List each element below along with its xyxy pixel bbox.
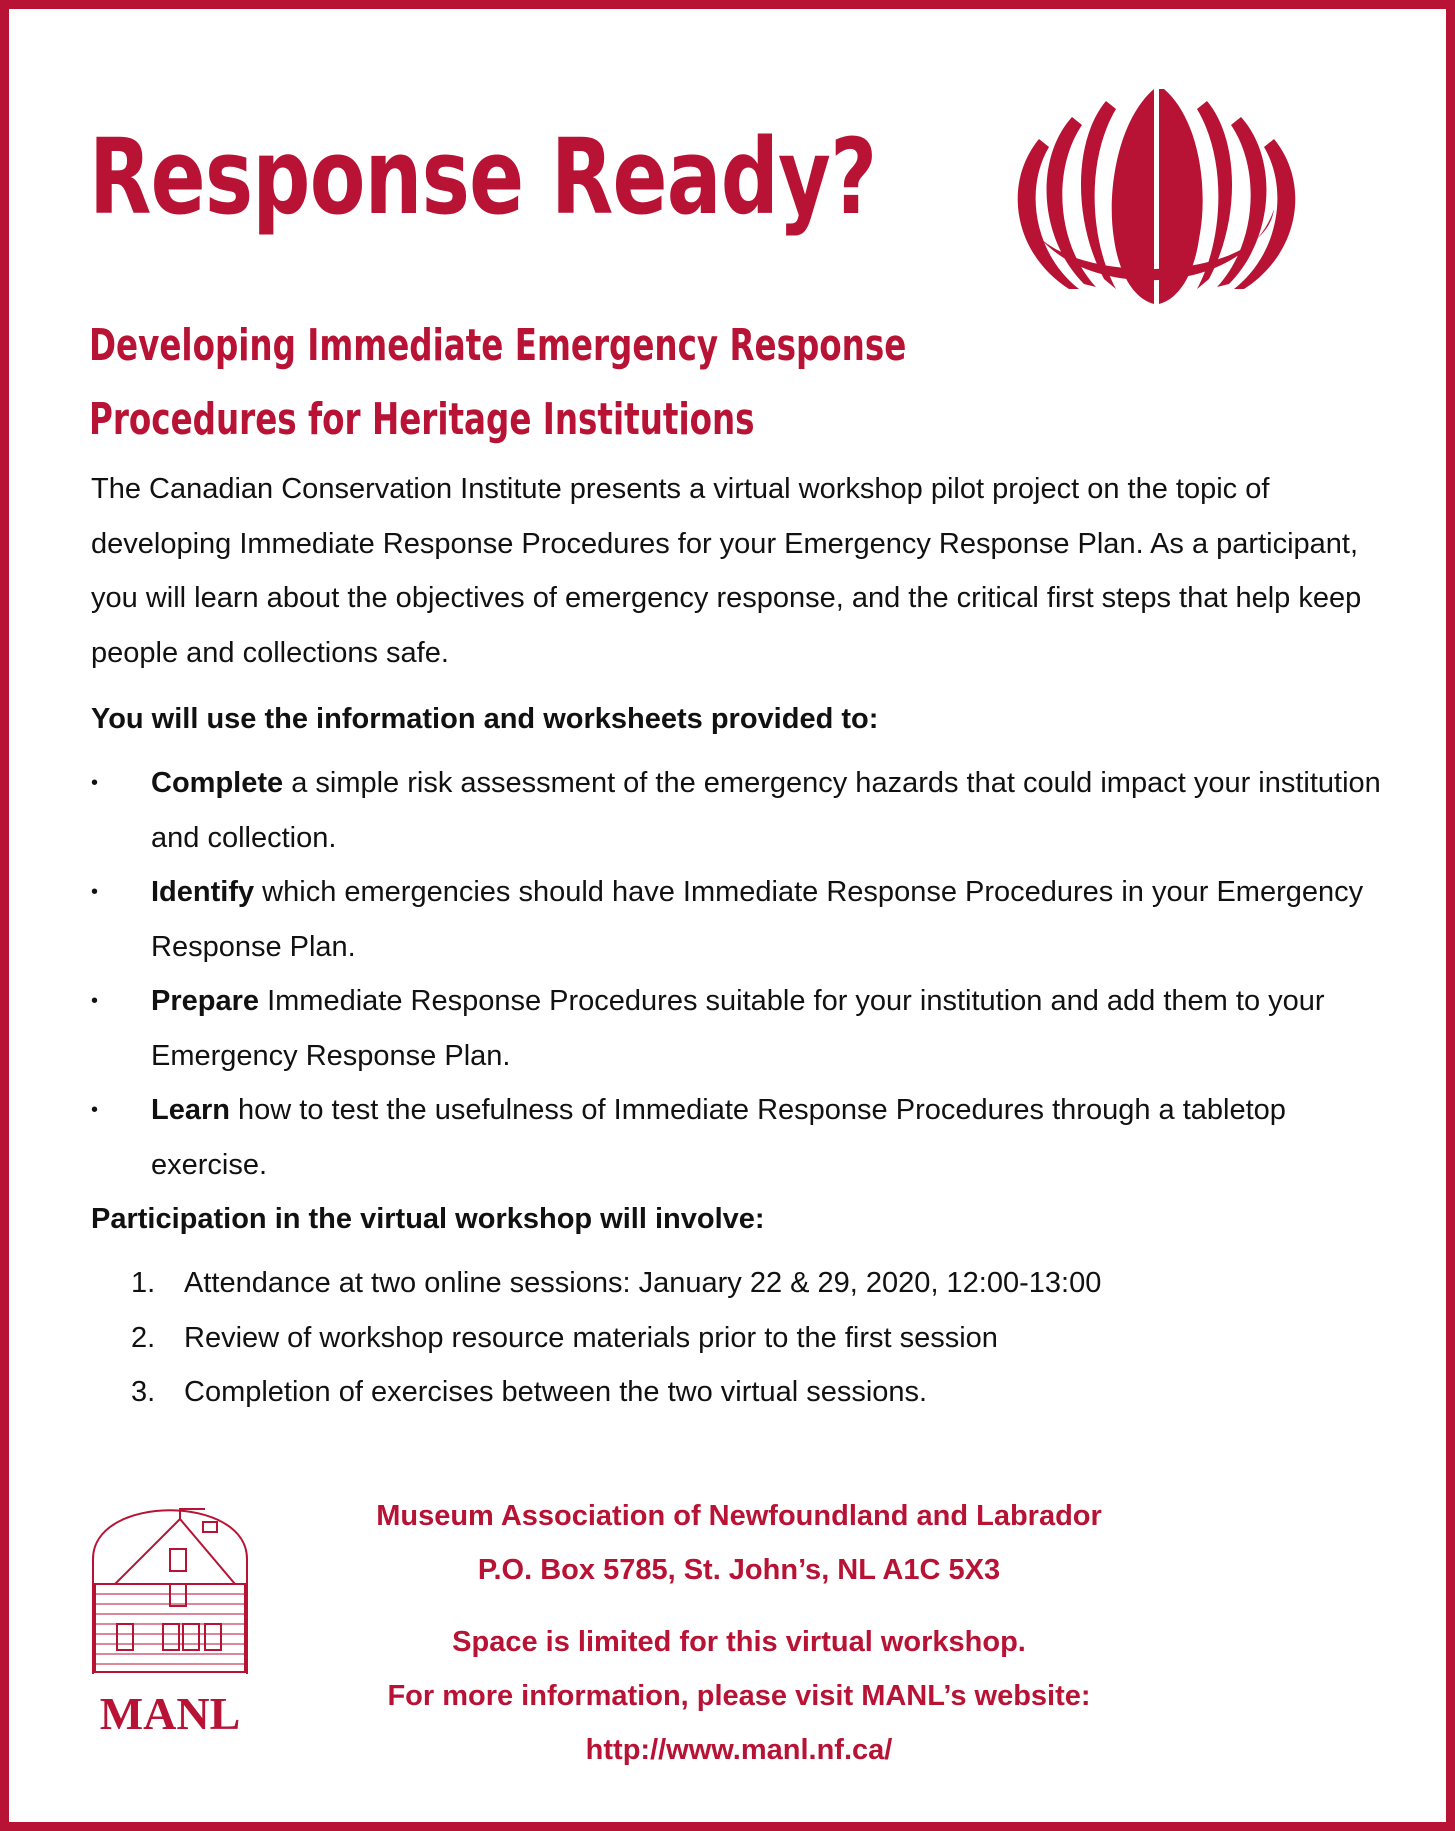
step-list xyxy=(91,1256,1391,1420)
step-text: Attendance at two online sessions: January 22 & 29, 2020, 12:00-13:00 xyxy=(184,1267,1102,1299)
org-name: Museum Association of Newfoundland and Labrador xyxy=(376,1500,1102,1532)
task-text: a simple risk assessment of the emergency hazards that could impact your institution and collection. xyxy=(151,767,1381,854)
list-item xyxy=(91,1256,1391,1311)
list-item xyxy=(91,974,1391,1083)
step-number: 3. xyxy=(131,1376,156,1408)
task-verb: Complete xyxy=(151,767,284,799)
manl-house-logo-icon xyxy=(85,1474,255,1744)
step-text: Review of workshop resource materials prior to the first session xyxy=(184,1321,998,1354)
intro-paragraph: The Canadian Conservation Institute presents a virtual workshop pilot project on the topic of developing Immediate Response Procedures for your Emergency Response Plan. As a participant, you will learn about the objectives of emergency response, and the critical first steps that help keep people and collections safe. xyxy=(91,473,1362,669)
limited-notice: Space is limited for this virtual workshop. xyxy=(452,1626,1026,1658)
task-verb: Learn xyxy=(151,1094,230,1126)
org-address: P.O. Box 5785, St. John’s, NL A1C 5X3 xyxy=(477,1554,1001,1586)
step-number: 2. xyxy=(131,1321,156,1354)
list-item xyxy=(91,1083,1391,1192)
list-item xyxy=(91,756,1391,865)
page-title: Response Ready? xyxy=(89,116,877,238)
manl-logo-text: MANL xyxy=(99,1688,241,1739)
task-list xyxy=(91,756,1391,1192)
task-verb: Identify xyxy=(151,876,255,908)
website-link[interactable]: http://www.manl.nf.ca/ xyxy=(585,1734,893,1766)
list-item xyxy=(91,1311,1391,1366)
more-info: For more information, please visit MANL’s website: xyxy=(387,1680,1091,1712)
footer xyxy=(299,1489,1179,1777)
list-item xyxy=(91,1365,1391,1420)
body-content xyxy=(91,462,1391,1420)
list-item xyxy=(91,865,1391,974)
subtitle-line-1: Developing Immediate Emergency Response xyxy=(89,320,907,371)
task-text: Immediate Response Procedures suitable for your institution and add them to your Emergency Response Plan. xyxy=(151,985,1325,1072)
task-text: how to test the usefulness of Immediate Response Procedures through a tabletop exercise. xyxy=(151,1094,1286,1181)
step-text: Completion of exercises between the two virtual sessions. xyxy=(184,1376,928,1408)
cci-logo-icon xyxy=(994,89,1304,309)
uses-heading: You will use the information and worksheets provided to: xyxy=(91,703,879,735)
subtitle-line-2: Procedures for Heritage Institutions xyxy=(89,394,755,445)
task-text: which emergencies should have Immediate Response Procedures in your Emergency Response Plan. xyxy=(151,876,1364,963)
involve-heading: Participation in the virtual workshop will involve: xyxy=(91,1203,765,1235)
task-verb: Prepare xyxy=(151,985,260,1017)
subtitle xyxy=(89,309,906,457)
step-number: 1. xyxy=(131,1267,156,1299)
